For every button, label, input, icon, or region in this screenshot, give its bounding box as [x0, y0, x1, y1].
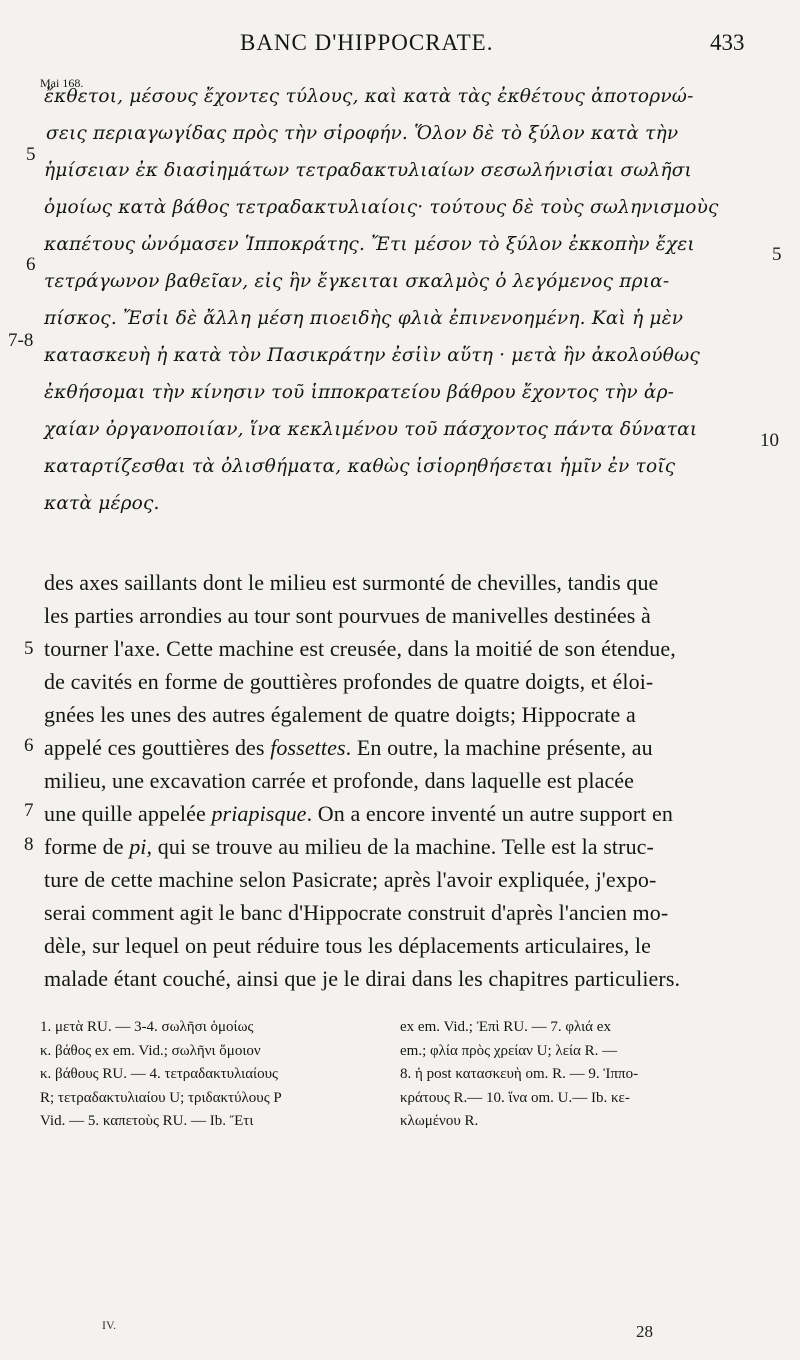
- greek-line-number: 6: [26, 254, 36, 275]
- greek-line: πίσκος. Ἔσἱι δὲ ἄλλη μέση πιοειδὴς φλιὰ ἐπινενοημένη. Καὶ ἡ μὲν: [44, 308, 684, 329]
- greek-line: καταρτίζεσθαι τὰ ὀλισθήματα, καθὼς ἱσἱορηθήσεται ἡμῖν ἐν τοῖς: [44, 456, 676, 477]
- french-line: [44, 797, 756, 830]
- french-text: . En outre, la machine présente, au: [345, 735, 653, 760]
- french-line: gnées les unes des autres également de quatre doigts; Hippocrate a: [44, 702, 636, 727]
- greek-line: κατὰ μέρος.: [44, 493, 160, 514]
- footnote-line: κράτους R.— 10. ἵνα om. U.— Ib. κε-: [400, 1089, 630, 1106]
- greek-line-number: 7-8: [8, 330, 34, 351]
- greek-line: κατασκευὴ ἡ κατὰ τὸν Πασικράτην ἐσἱὶν αὕτη · μετὰ ἣν ἀκολούθως: [44, 345, 700, 366]
- footnote-line: Vid. — 5. καπετοὺς RU. — Ib. Ἔτι: [40, 1113, 254, 1129]
- footnote-line: κ. βάθος ex em. Vid.; σωλῆνι ὅμοιον: [40, 1042, 261, 1059]
- term-pi: pi: [129, 834, 147, 859]
- french-text: forme de: [44, 834, 130, 859]
- french-line: les parties arrondies au tour sont pourvues de manivelles destinées à: [44, 603, 651, 628]
- french-line-number: 7: [24, 800, 34, 821]
- french-line-number: 8: [24, 834, 34, 855]
- greek-line: σεις περιαγωγίδας πρὸς τὴν σἱροφήν. Ὅλον δὲ τὸ ξύλον κατὰ τὴν: [46, 123, 679, 144]
- term-priapisque: priapisque: [211, 801, 307, 826]
- sheet-number: 28: [636, 1322, 653, 1341]
- french-line: tourner l'axe. Cette machine est creusée, dans la moitié de son étendue,: [44, 636, 676, 661]
- running-title: BANC D'HIPPOCRATE.: [240, 30, 494, 55]
- footnote-line: 1. μετὰ RU. — 3-4. σωλῆσι ὁμοίως: [40, 1019, 254, 1035]
- french-text: appelé ces gouttières des: [44, 735, 271, 760]
- footnote-line: 8. ἡ post κατασκευὴ om. R. — 9. Ἱππο-: [400, 1066, 639, 1082]
- french-line: des axes saillants dont le milieu est surmonté de chevilles, tandis que: [44, 570, 659, 595]
- french-line-number: 5: [24, 638, 34, 659]
- french-text: . On a encore inventé un autre support en: [306, 801, 673, 826]
- greek-line: καπέτους ὠνόμασεν Ἱπποκράτης. Ἔτι μέσον τὸ ξύλον ἐκκοπὴν ἔχει: [44, 234, 695, 255]
- footnote-line: em.; φλία πρὸς χρείαν U; λεία R. —: [400, 1042, 618, 1059]
- french-line: ture de cette machine selon Pasicrate; après l'avoir expliquée, j'expo-: [44, 867, 657, 892]
- french-line: malade étant couché, ainsi que je le dirai dans les chapitres particuliers.: [44, 966, 681, 991]
- footnote-line: ex em. Vid.; Ἐπὶ RU. — 7. φλιά ex: [400, 1019, 611, 1035]
- french-line: serai comment agit le banc d'Hippocrate construit d'après l'ancien mo-: [44, 900, 669, 925]
- greek-line: ἡμίσειαν ἐκ διασἱημάτων τετραδακτυλιαίων σεσωλήνισἱαι σωλῆσι: [44, 160, 692, 181]
- footnote-line: κ. βάθους RU. — 4. τετραδακτυλιαίους: [40, 1066, 278, 1082]
- french-line: [44, 731, 756, 764]
- footnotes-left-column: [40, 1016, 390, 1134]
- greek-line-number: 5: [26, 144, 36, 165]
- french-translation-block: [44, 566, 756, 995]
- footnote-line: R; τετραδακτυλιαίου U; τριδακτύλους P: [40, 1089, 282, 1106]
- signature-mark: IV.: [102, 1318, 117, 1332]
- french-line: de cavités en forme de gouttières profondes de quatre doigts, et éloi-: [44, 669, 654, 694]
- french-line-number: 6: [24, 735, 34, 756]
- greek-line: ἐκθήσομαι τὴν κίνησιν τοῦ ἱπποκρατείου βάθρου ἔχοντος τὴν ἀρ-: [44, 382, 675, 403]
- french-line: milieu, une excavation carrée et profonde, dans laquelle est placée: [44, 768, 635, 793]
- page-header: [0, 30, 800, 64]
- french-text: une quille appelée: [44, 801, 212, 826]
- greek-line-number: 10: [760, 430, 779, 451]
- french-text: , qui se trouve au milieu de la machine. Telle est la struc-: [146, 834, 654, 859]
- greek-line: ἔκθετοι, μέσους ἔχοντες τύλους, καὶ κατὰ τὰς ἐκθέτους ἀποτορνώ-: [44, 86, 694, 107]
- greek-line: τετράγωνον βαθεῖαν, εἰς ἣν ἔγκειται σκαλμὸς ὁ λεγόμενος πρια-: [44, 271, 670, 292]
- french-line: [44, 830, 756, 863]
- greek-line-number: 5: [772, 244, 782, 265]
- greek-text-block: [44, 78, 764, 522]
- term-fossettes: fossettes: [270, 735, 346, 760]
- french-line: dèle, sur lequel on peut réduire tous les déplacements articulaires, le: [44, 933, 651, 958]
- page-number: 433: [710, 30, 745, 55]
- greek-line: ὁμοίως κατὰ βάθος τετραδακτυλιαίοις· τούτους δὲ τοὺς σωληνισμοὺς: [44, 197, 719, 218]
- side-note: Mai 168.: [40, 76, 84, 90]
- greek-line: χαίαν ὀργανοποιίαν, ἵνα κεκλιμένου τοῦ πάσχοντος πάντα δύναται: [44, 419, 698, 440]
- footnote-line: κλωμένου R.: [400, 1113, 479, 1129]
- footnotes-right-column: [400, 1016, 780, 1134]
